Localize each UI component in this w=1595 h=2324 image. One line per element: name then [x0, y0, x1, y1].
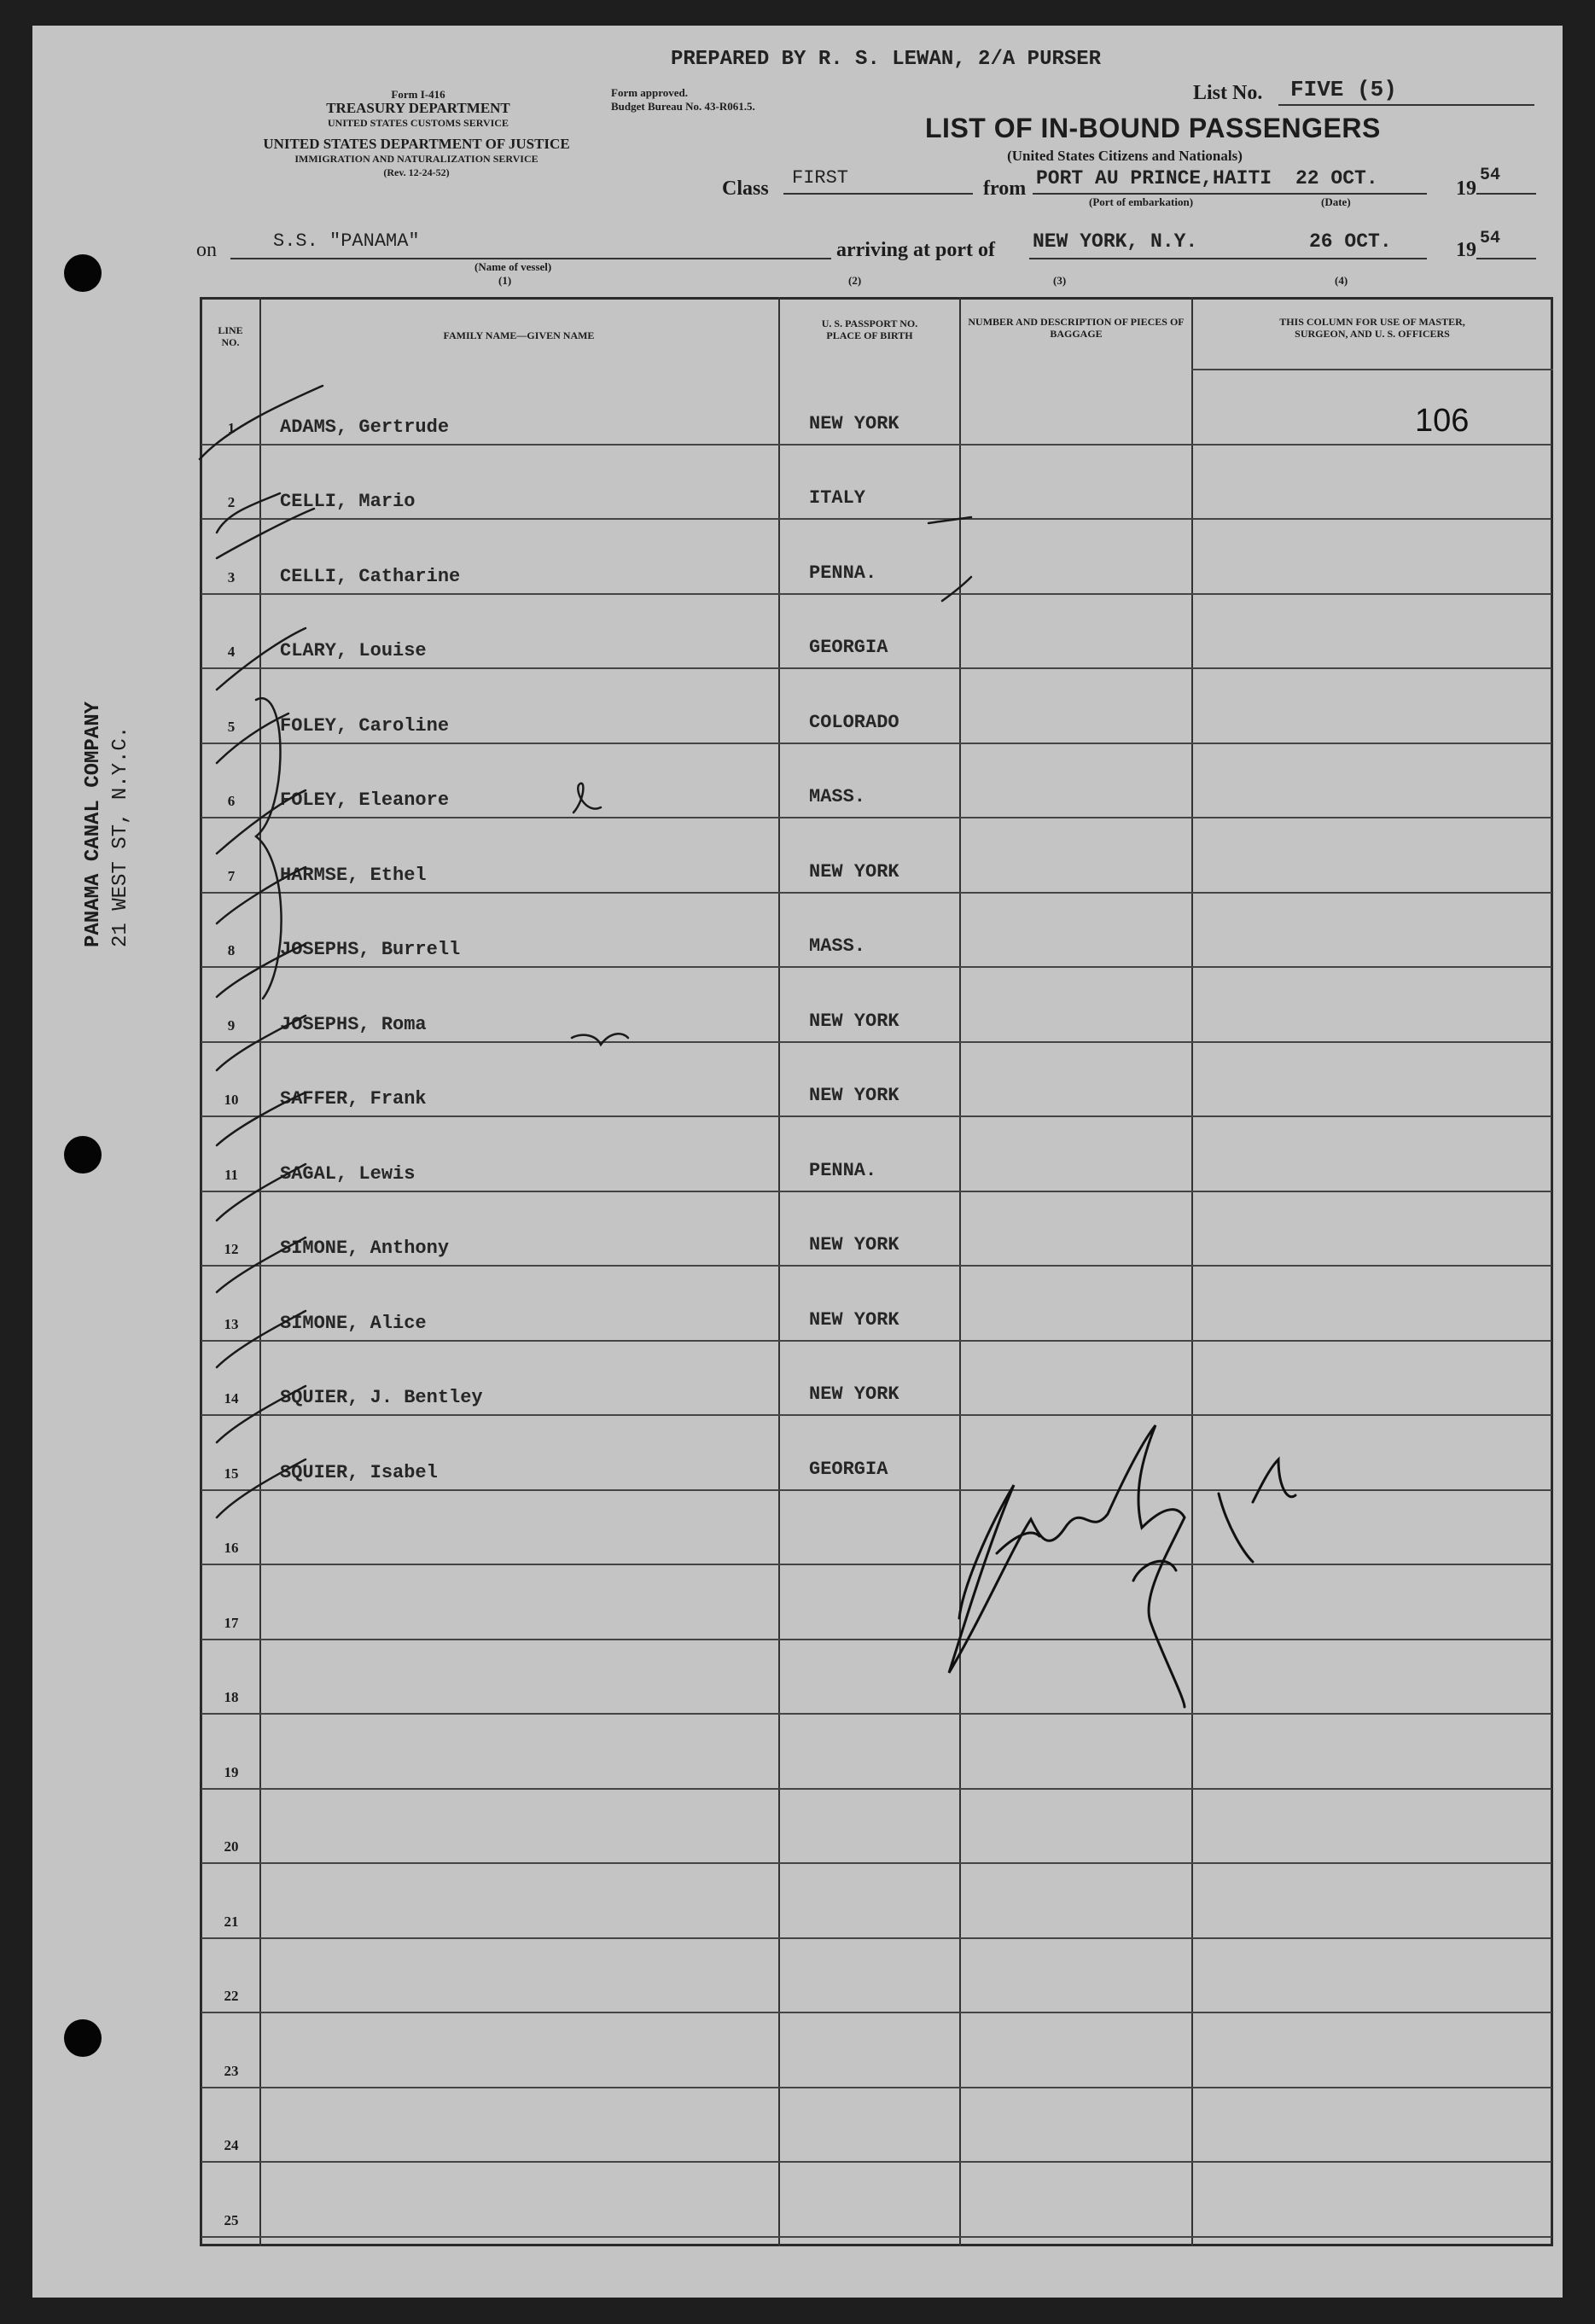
embark-year-underline	[1476, 193, 1536, 195]
row-line-number: 7	[227, 867, 236, 884]
row-rule	[201, 2012, 1551, 2013]
row-rule	[201, 2236, 1551, 2238]
form-page	[32, 26, 1563, 2298]
row-line-number: 14	[224, 1390, 239, 1407]
vessel-caption: (Name of vessel)	[474, 260, 552, 273]
form-number: Form I-416	[391, 88, 445, 101]
treasury-dept: TREASURY DEPARTMENT	[326, 100, 510, 116]
col-officers: THIS COLUMN FOR USE OF MASTER, SURGEON, AND U. S. OFFICERS	[1279, 316, 1465, 340]
company-stamp-line1: PANAMA CANAL COMPANY	[82, 701, 105, 947]
row-line-number: 22	[224, 1988, 239, 2004]
stamp-number: 106	[1415, 403, 1470, 439]
company-stamp-line2: 21 WEST ST, N.Y.C.	[109, 725, 132, 947]
passenger-name: CELLI, Mario	[280, 491, 416, 512]
place-of-birth: PENNA.	[809, 1159, 877, 1181]
on-label: on	[196, 239, 217, 261]
passenger-name: HARMSE, Ethel	[280, 864, 427, 886]
header-rule	[1191, 369, 1553, 370]
row-rule	[201, 1041, 1551, 1043]
row-line-number: 6	[227, 793, 236, 809]
class-value: FIRST	[792, 167, 849, 189]
caption-4: (4)	[1335, 274, 1348, 287]
arrival-year-suffix: 54	[1480, 229, 1501, 248]
caption-3: (3)	[1053, 274, 1067, 287]
punch-hole-middle	[64, 1136, 102, 1174]
from-label: from	[983, 178, 1027, 200]
place-of-birth: NEW YORK	[809, 1383, 899, 1405]
arrival-date: 26 OCT.	[1309, 230, 1392, 253]
row-rule	[201, 817, 1551, 818]
vessel-underline	[230, 258, 831, 259]
col-name: FAMILY NAME—GIVEN NAME	[443, 329, 595, 341]
passenger-name: SQUIER, Isabel	[280, 1461, 438, 1483]
col-line-no: LINE NO.	[218, 324, 243, 348]
from-value: PORT AU PRINCE,HAITI	[1036, 167, 1272, 189]
row-line-number: 18	[224, 1689, 239, 1705]
passenger-name: JOSEPHS, Burrell	[280, 939, 461, 960]
place-of-birth: NEW YORK	[809, 1010, 899, 1032]
page-subtitle: (United States Citizens and Nationals)	[1007, 148, 1243, 164]
row-line-number: 4	[227, 644, 236, 660]
arriving-label: arriving at port of	[836, 239, 995, 261]
row-line-number: 16	[224, 1540, 239, 1556]
punch-hole-top	[64, 254, 102, 292]
row-line-number: 24	[224, 2137, 239, 2153]
arrival-year-prefix: 19	[1456, 239, 1476, 261]
place-of-birth: MASS.	[809, 935, 866, 957]
row-rule	[201, 1564, 1551, 1565]
passenger-table	[200, 297, 1553, 2246]
form-approved: Form approved.	[611, 86, 689, 99]
class-underline	[783, 193, 973, 195]
row-rule	[201, 444, 1551, 446]
row-line-number: 1	[227, 419, 236, 436]
row-line-number: 11	[224, 1166, 239, 1183]
passenger-name: SIMONE, Alice	[280, 1312, 427, 1334]
row-rule	[201, 2161, 1551, 2163]
row-line-number: 20	[224, 1838, 239, 1855]
passenger-name: SAGAL, Lewis	[280, 1162, 416, 1185]
page-title: LIST OF IN-BOUND PASSENGERS	[925, 113, 1381, 143]
place-of-birth: ITALY	[809, 487, 866, 509]
row-rule	[201, 743, 1551, 744]
row-line-number: 17	[224, 1614, 239, 1631]
list-no-underline	[1278, 104, 1534, 106]
col-divider-line	[259, 297, 261, 2246]
col-passport: U. S. PASSPORT NO. PLACE OF BIRTH	[821, 317, 918, 341]
row-rule	[201, 966, 1551, 968]
arrival-port: NEW YORK, N.Y.	[1033, 230, 1198, 253]
caption-1: (1)	[498, 274, 512, 287]
arrival-underline	[1029, 258, 1427, 259]
passenger-name: JOSEPHS, Roma	[280, 1013, 427, 1035]
row-rule	[201, 1489, 1551, 1491]
list-no-value: FIVE (5)	[1290, 77, 1397, 102]
row-rule	[201, 1713, 1551, 1715]
passenger-name: SAFFER, Frank	[280, 1088, 427, 1110]
justice-dept: UNITED STATES DEPARTMENT OF JUSTICE	[263, 136, 570, 152]
row-line-number: 9	[227, 1016, 236, 1034]
col-divider-name	[778, 297, 780, 2246]
row-rule	[201, 1340, 1551, 1342]
row-rule	[201, 1862, 1551, 1864]
row-line-number: 23	[224, 2062, 239, 2079]
from-underline	[1033, 193, 1427, 195]
list-no-label: List No.	[1193, 82, 1263, 104]
row-rule	[201, 1788, 1551, 1790]
embark-date: 22 OCT.	[1295, 167, 1378, 189]
row-line-number: 15	[224, 1465, 239, 1482]
port-caption: (Port of embarkation)	[1089, 195, 1194, 208]
row-line-number: 3	[227, 568, 236, 585]
row-rule	[201, 2087, 1551, 2088]
row-line-number: 13	[224, 1315, 239, 1332]
row-rule	[201, 1639, 1551, 1640]
row-rule	[201, 1265, 1551, 1267]
prepared-by: PREPARED BY R. S. LEWAN, 2/A PURSER	[671, 48, 1102, 71]
passenger-name: CLARY, Louise	[280, 640, 427, 661]
row-rule	[201, 518, 1551, 520]
row-line-number: 12	[224, 1241, 239, 1257]
passenger-name: CELLI, Catharine	[280, 565, 461, 587]
place-of-birth: PENNA.	[809, 562, 877, 584]
place-of-birth: NEW YORK	[809, 1234, 899, 1255]
date-caption: (Date)	[1321, 195, 1351, 208]
place-of-birth: COLORADO	[809, 711, 899, 733]
passenger-name: FOLEY, Caroline	[280, 714, 450, 737]
row-rule	[201, 593, 1551, 595]
row-rule	[201, 667, 1551, 669]
passenger-name: FOLEY, Eleanore	[280, 789, 450, 811]
place-of-birth: GEORGIA	[809, 637, 888, 658]
row-line-number: 25	[224, 2211, 239, 2228]
row-rule	[201, 1937, 1551, 1939]
place-of-birth: MASS.	[809, 786, 866, 807]
row-rule	[201, 892, 1551, 894]
embark-year-prefix: 19	[1456, 178, 1476, 200]
place-of-birth: NEW YORK	[809, 860, 899, 882]
place-of-birth: NEW YORK	[809, 1308, 899, 1331]
row-line-number: 19	[224, 1763, 239, 1780]
col-baggage: NUMBER AND DESCRIPTION OF PIECES OF BAGGAGE	[968, 316, 1185, 340]
class-label: Class	[722, 178, 769, 200]
arrival-year-underline	[1476, 258, 1536, 259]
punch-hole-bottom	[64, 2019, 102, 2057]
row-line-number: 5	[227, 718, 236, 735]
row-rule	[201, 1414, 1551, 1416]
col-divider-baggage	[1191, 297, 1193, 2246]
row-line-number: 2	[227, 494, 236, 510]
col-divider-passport	[959, 297, 961, 2246]
passenger-name: SQUIER, J. Bentley	[280, 1387, 483, 1408]
passenger-name: ADAMS, Gertrude	[280, 416, 450, 438]
vessel-name: S.S. "PANAMA"	[273, 230, 420, 252]
row-line-number: 21	[224, 1913, 239, 1930]
row-rule	[201, 1115, 1551, 1117]
row-line-number: 10	[224, 1092, 239, 1108]
embark-year-suffix: 54	[1480, 166, 1501, 185]
place-of-birth: GEORGIA	[809, 1458, 888, 1480]
place-of-birth: NEW YORK	[809, 412, 899, 434]
row-line-number: 8	[227, 942, 236, 958]
row-rule	[201, 1191, 1551, 1192]
immigration-service: IMMIGRATION AND NATURALIZATION SERVICE	[294, 153, 538, 165]
customs-service: UNITED STATES CUSTOMS SERVICE	[328, 117, 509, 129]
form-revision: (Rev. 12-24-52)	[383, 166, 450, 178]
budget-bureau: Budget Bureau No. 43-R061.5.	[611, 100, 755, 113]
place-of-birth: NEW YORK	[809, 1085, 899, 1106]
passenger-name: SIMONE, Anthony	[280, 1238, 450, 1259]
caption-2: (2)	[848, 274, 862, 287]
